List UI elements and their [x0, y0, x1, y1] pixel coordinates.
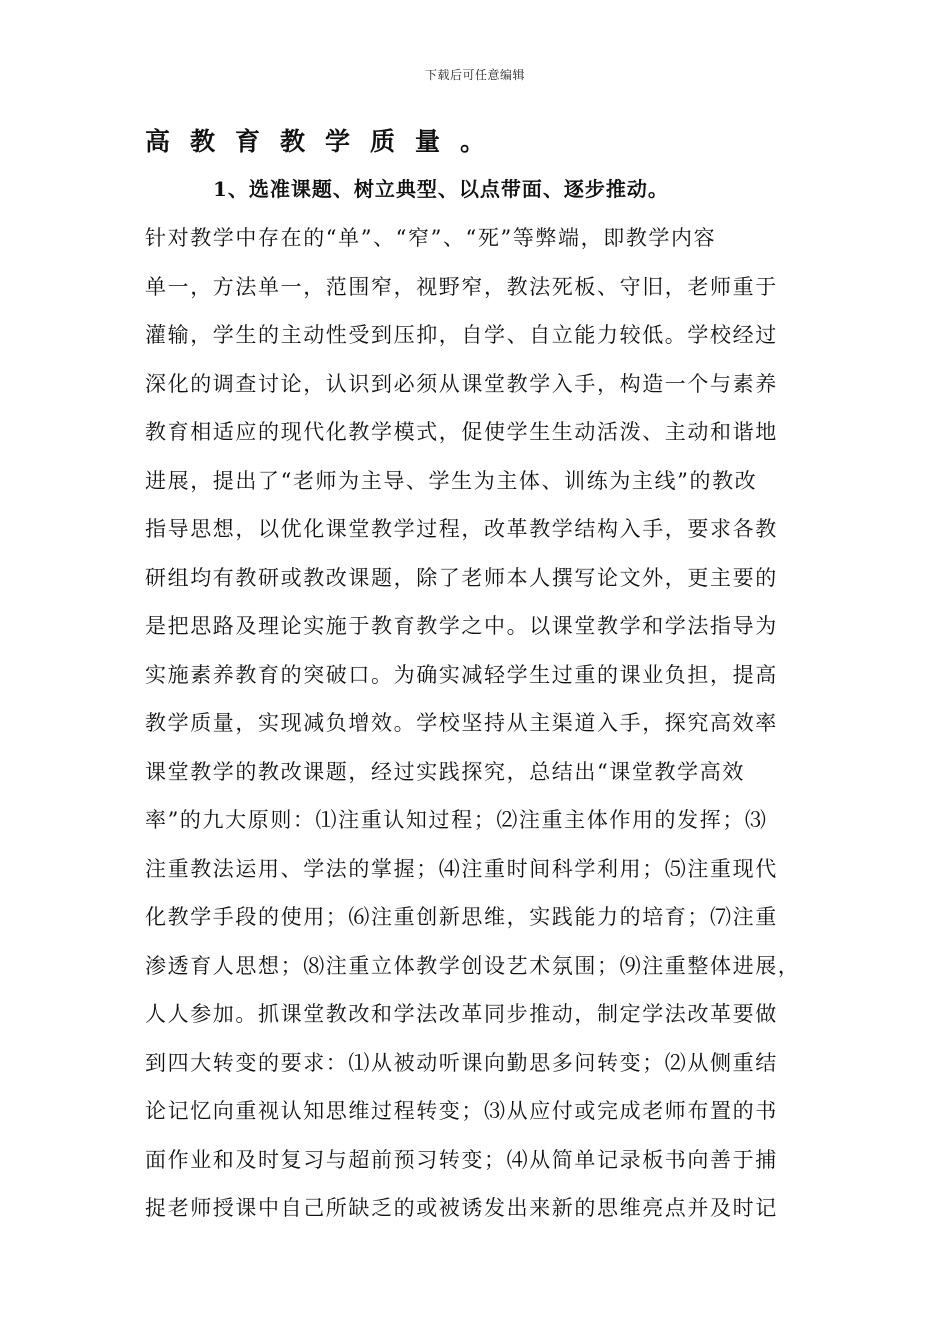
- text-line: 教育相适应的现代化教学模式，促使学生生动活泼、主动和谐地: [145, 420, 778, 444]
- page-title: 高教育教学质量。: [145, 127, 506, 156]
- text-line: 是把思路及理论实施于教育教学之中。以课堂教学和学法指导为: [145, 614, 778, 638]
- text-line: 注重教法运用、学法的掌握；⑷注重时间科学利用；⑸注重现代: [145, 856, 778, 881]
- text-line: 灌输，学生的主动性受到压抑，自学、自立能力较低。学校经过: [145, 323, 778, 347]
- text-line: 单一，方法单一，范围窄，视野窄，教法死板、守旧，老师重于: [145, 274, 778, 299]
- text-line: 化教学手段的使用；⑹注重创新思维，实践能力的培育；⑺注重: [145, 905, 778, 929]
- text-line: 渗透育人思想；⑻注重立体教学创设艺术氛围；⑼注重整体进展，: [145, 953, 801, 978]
- text-line: 针对教学中存在的“单”、“窄”、“死”等弊端，即教学内容: [145, 226, 717, 250]
- text-line: 率”的九大原则：⑴注重认知过程；⑵注重主体作用的发挥；⑶: [145, 808, 768, 832]
- text-line: 到四大转变的要求：⑴从被动听课向勤思多问转变；⑵从侧重结: [145, 1050, 778, 1075]
- text-line: 人人参加。抓课堂教改和学法改革同步推动，制定学法改革要做: [145, 1002, 778, 1026]
- text-line: 论记忆向重视认知思维过程转变；⑶从应付或完成老师布置的书: [145, 1099, 778, 1123]
- body-text: [145, 218, 825, 1237]
- text-line: 课堂教学的教改课题，经过实践探究，总结出“课堂教学高效: [145, 759, 745, 784]
- text-line: 捉老师授课中自己所缺乏的或被诱发出来新的思维亮点并及时记: [145, 1196, 778, 1220]
- page-header-note: 下载后可任意编辑: [424, 68, 525, 82]
- text-line: 进展，提出了“老师为主导、学生为主体、训练为主线”的教改: [145, 468, 758, 493]
- text-line: 教学质量，实现减负增效。学校坚持从主渠道入手，探究高效率: [145, 711, 778, 735]
- text-line: 研组均有教研或教改课题，除了老师本人撰写论文外，更主要的: [145, 565, 778, 590]
- text-line: 深化的调查讨论，认识到必须从课堂教学入手，构造一个与素养: [145, 371, 778, 396]
- text-line: 指导思想，以优化课堂教学过程，改革教学结构入手，要求各教: [145, 517, 778, 541]
- text-line: 实施素养教育的突破口。为确实减轻学生过重的课业负担，提高: [145, 662, 778, 687]
- section-heading: 1、选准课题、树立典型、以点带面、逐步推动。: [213, 177, 669, 201]
- text-line: 面作业和及时复习与超前预习转变；⑷从简单记录板书向善于捕: [145, 1147, 778, 1172]
